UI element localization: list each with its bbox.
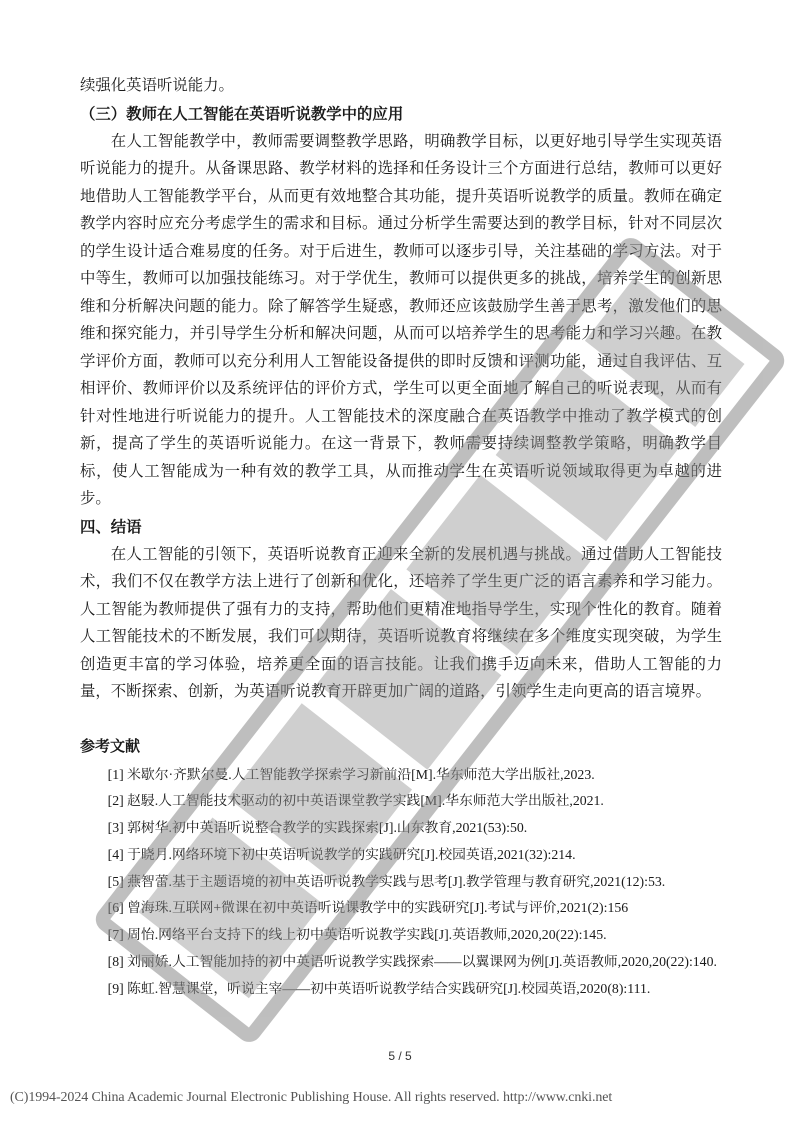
page-number: 5 / 5	[388, 1049, 412, 1063]
paragraph-ai-application: 在人工智能教学中，教师需要调整教学思路，明确教学目标，以更好地引导学生实现英语听说能力的提升。从备课思路、教学材料的选择和任务设计三个方面进行总结，教师可以更好地借助人工智能教学平台，从而更有效地整合其功能，提升英语听说教学的质量。教师在确定教学内容时应充分考虑学生的需求和目标。通过分析学生需要达到的教学目标，针对不同层次的学生设计适合难易度的任务。对于后进生，教师可以逐步引导，关注基础的学习方法。对于中等生，教师可以加强技能练习。对于学优生，教师可以提供更多的挑战，培养学生的创新思维和分析解决问题的能力。除了解答学生疑惑，教师还应该鼓励学生善于思考，激发他们的思维和探究能力，并引导学生分析和解决问题，从而可以培养学生的思考能力和学习兴趣。在教学评价方面，教师可以充分利用人工智能设备提供的即时反馈和评测功能，通过自我评估、互相评价、教师评价以及系统评估的评价方式，学生可以更全面地了解自己的听说表现，从而有针对性地进行听说能力的提升。人工智能技术的深度融合在英语教学中推动了教学模式的创新，提高了学生的英语听说能力。在这一背景下，教师需要持续调整教学策略，明确教学目标，使人工智能成为一种有效的教学工具，从而推动学生在英语听说领域取得更为卓越的进步。	[80, 131, 722, 507]
section-heading-conclusion: 四、结语	[80, 517, 142, 536]
reference-item: [3] 郭树华.初中英语听说整合教学的实践探索[J].山东教育,2021(53):50.	[107, 820, 528, 836]
reference-item: [4] 于晓月.网络环境下初中英语听说教学的实践研究[J].校园英语,2021(32):214.	[107, 846, 576, 862]
reference-item: [7] 周怡.网络平台支持下的线上初中英语听说教学实践[J].英语教师,2020,20(22):145.	[107, 927, 607, 943]
reference-item: [5] 燕智蕾.基于主题语境的初中英语听说教学实践与思考[J].教学管理与教育研究,2021(12):53.	[107, 873, 666, 889]
paragraph-continuation: 续强化英语听说能力。	[80, 76, 234, 94]
reference-item: [2] 赵駸.人工智能技术驱动的初中英语课堂教学实践[M].华东师范大学出版社,2021.	[107, 793, 604, 809]
reference-item: [9] 陈虹.智慧课堂，听说主宰——初中英语听说教学结合实践研究[J].校园英语,2020(8):111.	[107, 980, 651, 996]
section-heading-3: （三）教师在人工智能在英语听说教学中的应用	[80, 104, 404, 123]
copyright-footer: (C)1994-2024 China Academic Journal Electronic Publishing House. All rights reserved. http://www.cnki.net	[10, 1090, 613, 1105]
reference-item: [1] 米歇尔·齐默尔曼.人工智能教学探索学习新前沿[M].华东师范大学出版社,2023.	[107, 766, 595, 782]
reference-item: [8] 刘丽娇.人工智能加持的初中英语听说教学实践探索——以翼课网为例[J].英语教师,2020,20(22):140.	[107, 954, 717, 970]
reference-item: [6] 曾海珠.互联网+微课在初中英语听说课教学中的实践研究[J].考试与评价,2021(2):156	[107, 900, 629, 916]
reference-list	[80, 762, 722, 1003]
paragraph-conclusion: 在人工智能的引领下，英语听说教育正迎来全新的发展机遇与挑战。通过借助人工智能技术，我们不仅在教学方法上进行了创新和优化，还培养了学生更广泛的语言素养和学习能力。人工智能为教师提供了强有力的支持，帮助他们更精准地指导学生，实现个性化的教育。随着人工智能技术的不断发展，我们可以期待，英语听说教育将继续在多个维度实现突破，为学生创造更丰富的学习体验，培养更全面的语言技能。让我们携手迈向未来，借助人工智能的力量，不断探索、创新，为英语听说教育开辟更加广阔的道路，引领学生走向更高的语言境界。	[80, 544, 722, 700]
references-title: 参考文献	[80, 736, 141, 755]
article-body	[80, 72, 722, 1003]
